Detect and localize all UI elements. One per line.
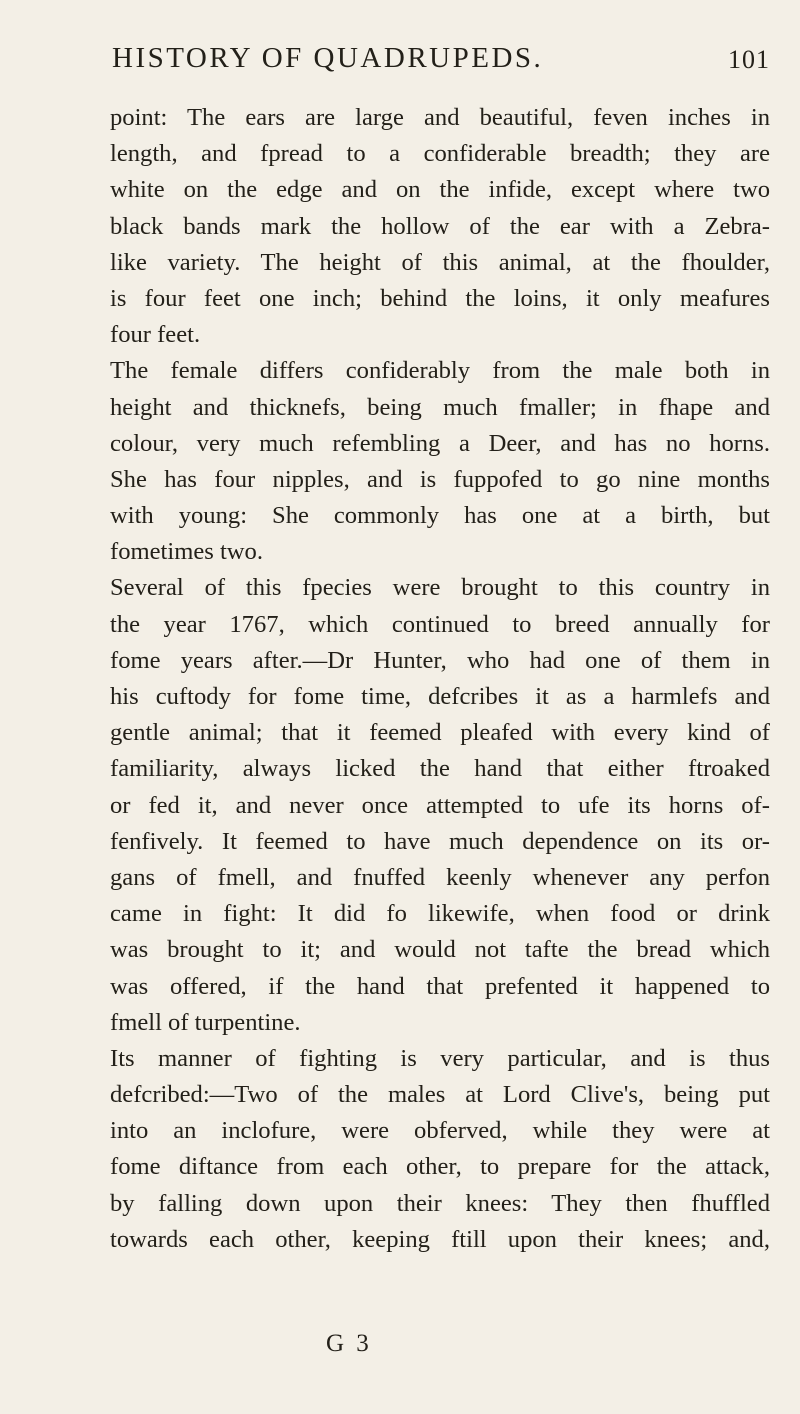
running-head	[112, 42, 770, 82]
text-line: or fed it, and never once attempted to ufe its horns of-	[110, 791, 770, 819]
text-line: the year 1767, which continued to breed annually for	[110, 610, 770, 638]
text-line: fome years after.—Dr Hunter, who had one of them in	[110, 646, 770, 674]
text-line: point: The ears are large and beautiful, feven inches in	[110, 104, 770, 131]
text-line: fmell of turpentine.	[110, 1008, 301, 1036]
text-line: four feet.	[110, 321, 201, 349]
text-line: was offered, if the hand that prefented it happened to	[110, 972, 770, 1000]
text-line: came in fight: It did fo likewife, when food or drink	[110, 900, 770, 928]
text-line: fenfively. It feemed to have much dependence on its or-	[110, 827, 770, 855]
body-text	[110, 100, 770, 1258]
text-line: gans of fmell, and fnuffed keenly whenever any perfon	[110, 863, 770, 891]
text-line: defcribed:—Two of the males at Lord Clive's, being put	[110, 1081, 770, 1109]
running-title: HISTORY OF QUADRUPEDS.	[112, 42, 544, 74]
signature-mark: G 3	[326, 1330, 372, 1357]
text-line: with young: She commonly has one at a birth, but	[110, 502, 770, 530]
text-line: Its manner of fighting is very particular, and is thus	[110, 1044, 770, 1072]
text-line: familiarity, always licked the hand that either ftroaked	[110, 755, 770, 783]
text-line: white on the edge and on the infide, except where two	[110, 176, 770, 204]
text-line: height and thicknefs, being much fmaller; in fhape and	[110, 393, 770, 421]
text-line: into an inclofure, were obferved, while they were at	[110, 1117, 770, 1145]
page-number: 101	[728, 45, 770, 74]
text-line: is four feet one inch; behind the loins, it only meafures	[110, 284, 770, 312]
text-line: colour, very much refembling a Deer, and has no horns.	[110, 429, 770, 457]
text-line: by falling down upon their knees: They then fhuffled	[110, 1189, 770, 1217]
text-line: his cuftody for fome time, defcribes it as a harmlefs and	[110, 683, 770, 710]
text-line: was brought to it; and would not tafte the bread which	[110, 936, 770, 964]
text-line: length, and fpread to a confiderable breadth; they are	[110, 140, 770, 168]
text-line: Several of this fpecies were brought to this country in	[110, 574, 770, 602]
text-line: fome diftance from each other, to prepare for the attack,	[110, 1153, 770, 1181]
text-line: gentle animal; that it feemed pleafed with every kind of	[110, 719, 770, 747]
text-line: The female differs confiderably from the male both in	[110, 357, 770, 385]
text-line: like variety. The height of this animal, at the fhoulder,	[110, 248, 770, 276]
text-line: towards each other, keeping ftill upon their knees; and,	[110, 1225, 770, 1253]
text-line: She has four nipples, and is fuppofed to go nine months	[110, 465, 770, 493]
text-line: black bands mark the hollow of the ear with a Zebra-	[110, 212, 770, 240]
text-line: fometimes two.	[110, 538, 264, 566]
